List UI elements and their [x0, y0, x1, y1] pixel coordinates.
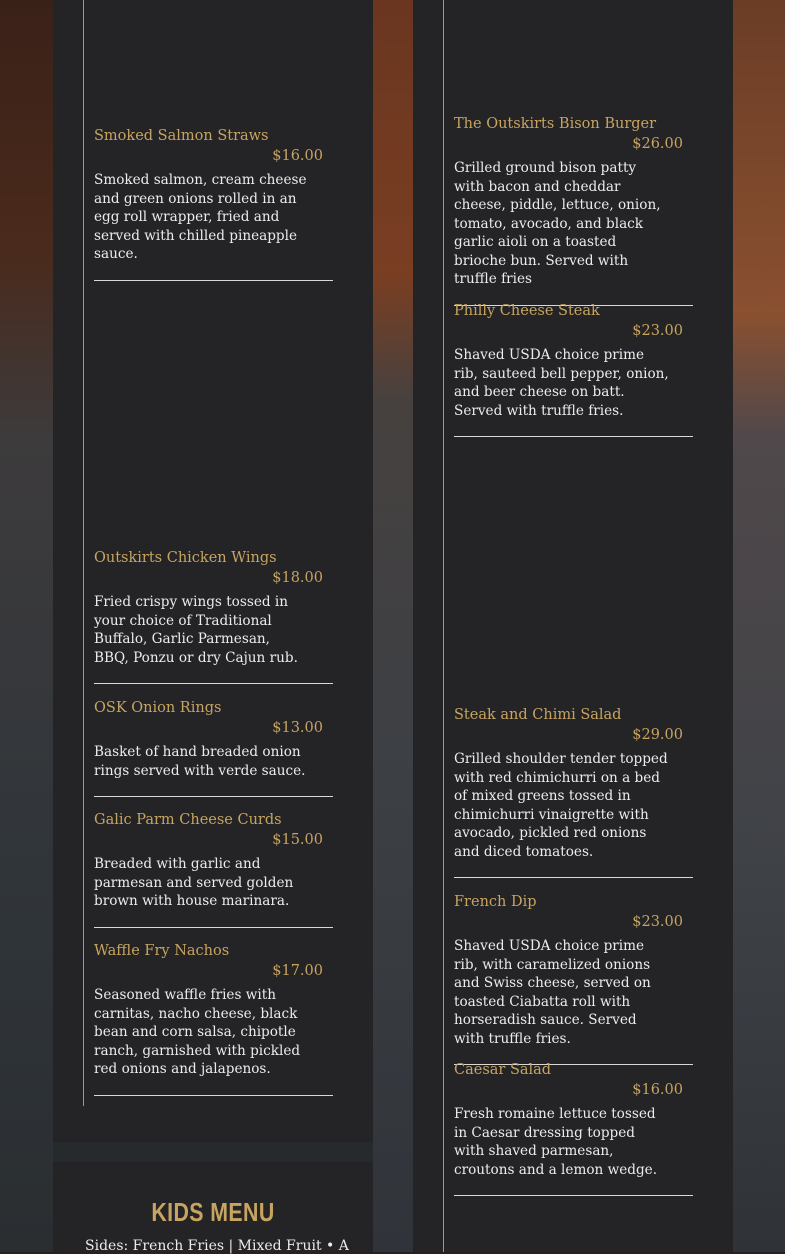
menu-item	[454, 302, 693, 437]
background-photo-right	[733, 0, 785, 1252]
menu-item-description: Fried crispy wings tossed in your choice of Traditional Buffalo, Garlic Parmesan, BBQ, Ponzu or dry Cajun rub.	[94, 594, 298, 666]
menu-item	[454, 893, 693, 1065]
menu-item-name: OSK Onion Rings	[94, 700, 222, 716]
menu-item-description: Basket of hand breaded onion rings served with verde sauce.	[94, 744, 306, 779]
menu-item-description: Fresh romaine lettuce tossed in Caesar dressing topped with shaved parmesan, croutons and a lemon wedge.	[454, 1106, 658, 1178]
menu-item-price: $18.00	[272, 570, 323, 586]
menu-item-divider	[94, 1095, 333, 1096]
menu-item-divider	[454, 1195, 693, 1196]
menu-item-description: Grilled ground bison patty with bacon and cheddar cheese, piddle, lettuce, onion, tomato, avocado, and black garlic aioli on a toasted brioche bun. Served with truffle fries	[454, 160, 661, 287]
menu-item-price: $13.00	[272, 720, 323, 736]
background-photo-left	[0, 0, 53, 1252]
menu-item-price: $16.00	[632, 1082, 683, 1098]
menu-item	[94, 942, 333, 1096]
menu-item-price: $23.00	[632, 914, 683, 930]
menu-item-name: Outskirts Chicken Wings	[94, 550, 277, 566]
menu-item-price: $15.00	[272, 832, 323, 848]
menu-item-name: The Outskirts Bison Burger	[454, 116, 657, 132]
menu-item-description: Smoked salmon, cream cheese and green onions rolled in an egg roll wrapper, fried and served with chilled pineapple sauce.	[94, 172, 307, 262]
menu-item	[94, 699, 333, 797]
menu-item-name: Galic Parm Cheese Curds	[94, 812, 282, 828]
menu-item-name: Smoked Salmon Straws	[94, 128, 269, 144]
menu-item-divider	[94, 927, 333, 928]
menu-item-divider	[94, 796, 333, 797]
menu-item-divider	[454, 436, 693, 437]
menu-item-name: Steak and Chimi Salad	[454, 707, 622, 723]
menu-item	[94, 549, 333, 684]
menu-item-price: $23.00	[632, 323, 683, 339]
menu-item	[94, 127, 333, 281]
menu-item-description: Shaved USDA choice prime rib, sauteed bell pepper, onion, and beer cheese on batt. Served with truffle fries.	[454, 347, 669, 419]
menu-item-price: $16.00	[272, 148, 323, 164]
menu-item-description: Seasoned waffle fries with carnitas, nacho cheese, black bean and corn salsa, chipotle ranch, garnished with pickled red onions and jalapenos.	[94, 987, 301, 1077]
menu-item-divider	[94, 683, 333, 684]
menu-item-name: Caesar Salad	[454, 1062, 552, 1078]
vertical-gold-rule-left	[83, 0, 84, 1106]
kids-menu-title: KIDS MENU	[151, 1197, 275, 1227]
menu-item-description: Shaved USDA choice prime rib, with caramelized onions and Swiss cheese, served on toasted Ciabatta roll with horseradish sauce. Served with truffle fries.	[454, 938, 651, 1047]
menu-item-divider	[94, 280, 333, 281]
menu-item-price: $26.00	[632, 136, 683, 152]
menu-item-name: Waffle Fry Nachos	[94, 943, 230, 959]
menu-item-price: $29.00	[632, 727, 683, 743]
vertical-gold-rule-right	[443, 0, 444, 1252]
kids-menu-sides: Sides: French Fries | Mixed Fruit • A	[85, 1238, 349, 1254]
menu-item-name: French Dip	[454, 894, 537, 910]
menu-item	[454, 115, 693, 306]
menu-item	[454, 706, 693, 878]
menu-item-price: $17.00	[272, 963, 323, 979]
menu-item-divider	[454, 877, 693, 878]
background-photo-middle	[373, 0, 413, 1252]
menu-item	[94, 811, 333, 928]
menu-item-name: Philly Cheese Steak	[454, 303, 600, 319]
menu-item-description: Breaded with garlic and parmesan and served golden brown with house marinara.	[94, 856, 294, 909]
menu-item	[454, 1061, 693, 1196]
menu-item-description: Grilled shoulder tender topped with red chimichurri on a bed of mixed greens tossed in chimichurri vinaigrette with avocado, pickled red onions and diced tomatoes.	[454, 751, 668, 860]
